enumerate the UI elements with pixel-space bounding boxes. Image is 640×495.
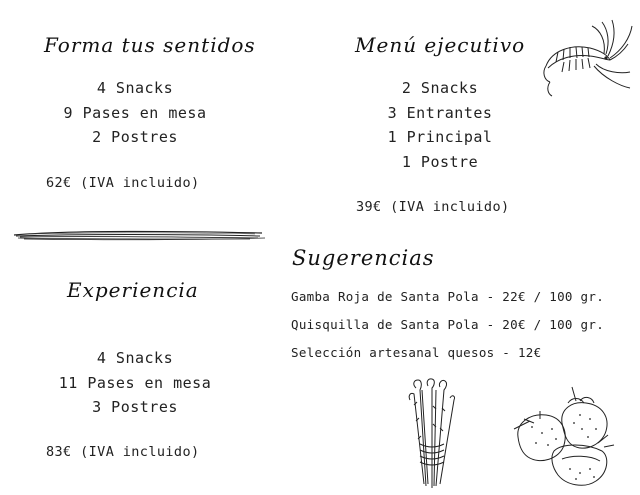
menu-item: 3 Entrantes bbox=[387, 103, 493, 122]
menu-item: 1 Postre bbox=[401, 152, 479, 171]
experiencia-item: 11 Pases en mesa bbox=[58, 373, 212, 392]
brush-stroke-divider bbox=[10, 226, 270, 246]
forma-item: 9 Pases en mesa bbox=[63, 103, 207, 122]
menu-price: 39€ (IVA incluido) bbox=[356, 199, 510, 215]
forma-item: 2 Postres bbox=[92, 128, 178, 146]
experiencia-item: 3 Postres bbox=[92, 398, 178, 416]
sugerencia-item: Gamba Roja de Santa Pola - 22€ / 100 gr. bbox=[291, 289, 605, 304]
asparagus-illustration bbox=[402, 378, 462, 493]
forma-items bbox=[35, 76, 235, 150]
menu-item: 2 Snacks bbox=[401, 79, 479, 97]
experiencia-price: 83€ (IVA incluido) bbox=[46, 444, 200, 460]
strawberries-illustration bbox=[510, 383, 620, 493]
forma-item: 4 Snacks bbox=[96, 79, 174, 97]
experiencia-title: Experiencia bbox=[67, 278, 199, 302]
sugerencias-title: Sugerencias bbox=[292, 246, 435, 270]
forma-title: Forma tus sentidos bbox=[44, 33, 256, 57]
menu-title: Menú ejecutivo bbox=[355, 33, 526, 57]
experiencia-items bbox=[35, 346, 235, 420]
menu-item: 1 Principal bbox=[387, 128, 493, 146]
sugerencia-item: Selección artesanal quesos - 12€ bbox=[291, 345, 542, 360]
sugerencia-item: Quisquilla de Santa Pola - 20€ / 100 gr. bbox=[291, 317, 605, 332]
menu-items bbox=[340, 76, 540, 174]
experiencia-item: 4 Snacks bbox=[96, 349, 174, 367]
forma-price: 62€ (IVA incluido) bbox=[46, 175, 200, 191]
shrimp-illustration bbox=[534, 14, 634, 104]
